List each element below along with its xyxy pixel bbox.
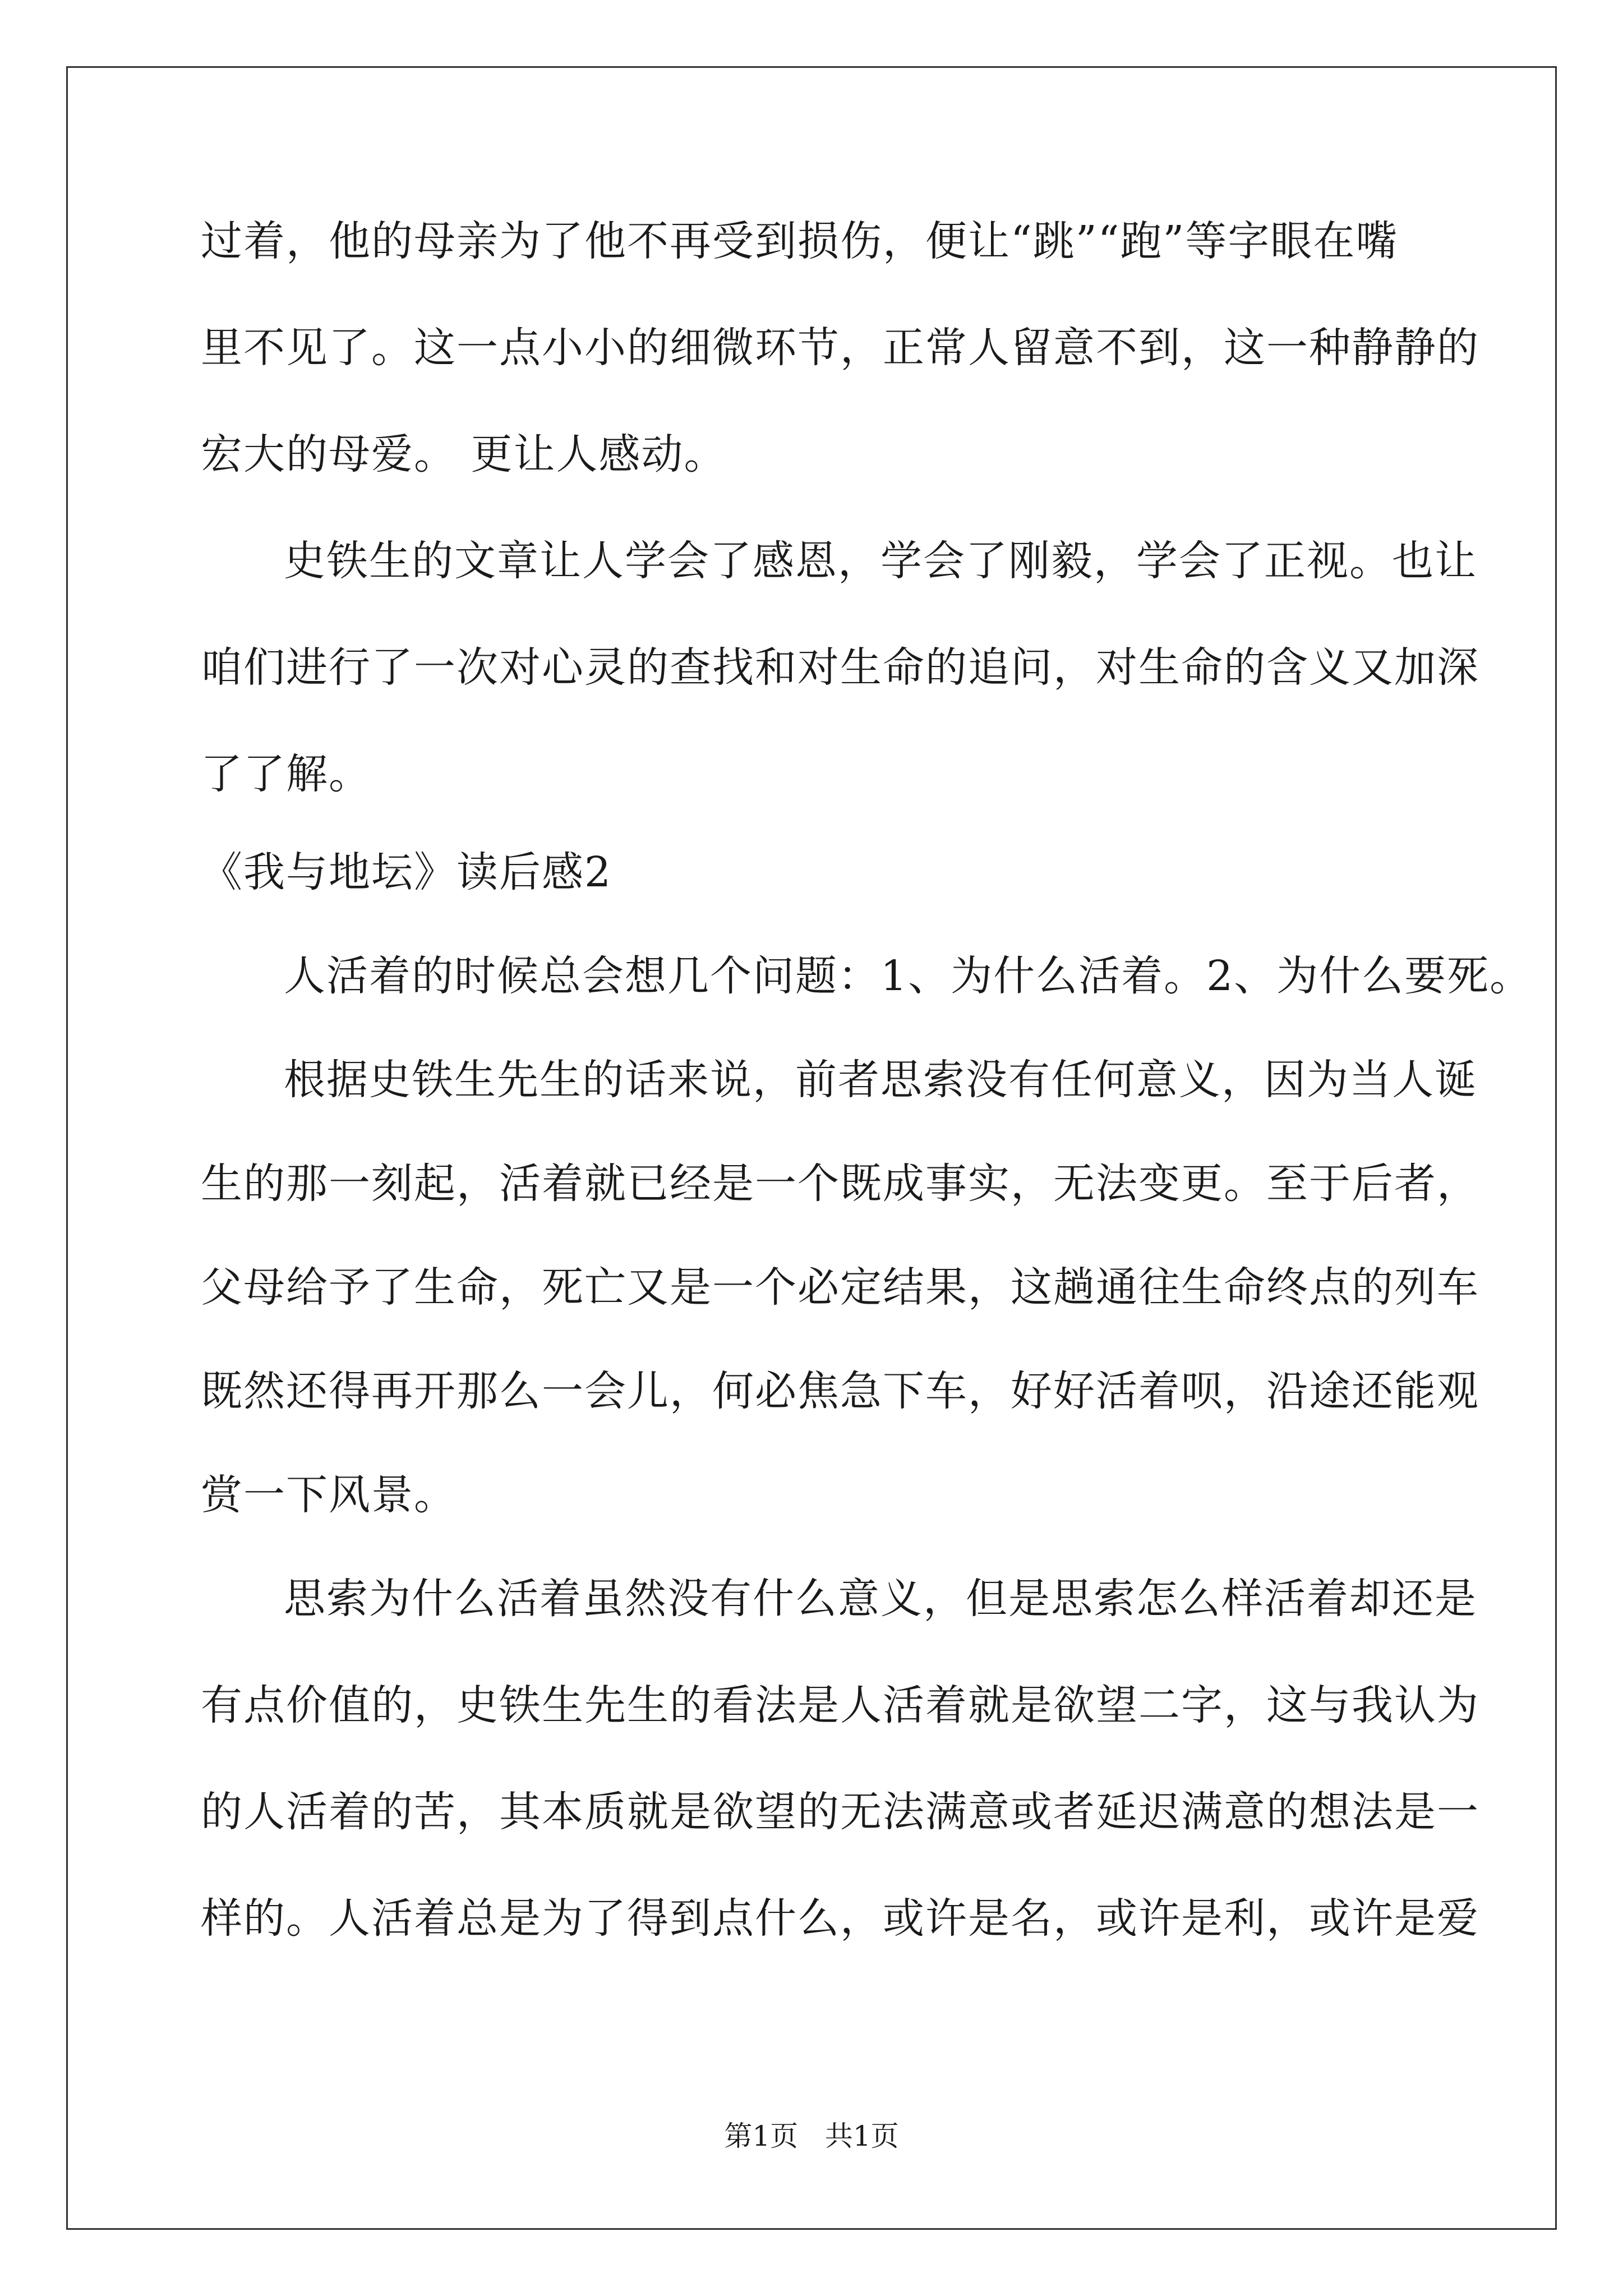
text-line: 了了解。 [201, 750, 371, 798]
text-line: 人活着的时候总会想几个问题：1、为什么活着。2、为什么要死。 [284, 952, 1533, 1000]
page-total: 共1页 [824, 2120, 899, 2152]
page-number: 第1页 [724, 2120, 799, 2152]
text-line: 过着，他的母亲为了他不再受到损伤，便让“跳”“跑”等字眼在嘴 [201, 217, 1399, 265]
text-line: 有点价值的，史铁生先生的看法是人活着就是欲望二字，这与我认为 [201, 1681, 1479, 1729]
page-footer [0, 2119, 1623, 2153]
text-line: 生的那一刻起，活着就已经是一个既成事实，无法变更。至于后者， [201, 1159, 1479, 1208]
text-line: 父母给予了生命，死亡又是一个必定结果，这趟通往生命终点的列车 [201, 1263, 1479, 1312]
text-line: 宏大的母爱。 更让人感动。 [201, 430, 727, 478]
text-line: 根据史铁生先生的话来说，前者思索没有任何意义，因为当人诞 [284, 1056, 1477, 1104]
text-line: 思索为什么活着虽然没有什么意义，但是思索怎么样活着却还是 [284, 1575, 1477, 1623]
section-heading: 《我与地坛》读后感2 [201, 848, 612, 896]
text-line: 既然还得再开那么一会儿，何必焦急下车，好好活着呗，沿途还能观 [201, 1367, 1479, 1415]
text-line: 里不见了。这一点小小的细微环节，正常人留意不到，这一种静静的 [201, 324, 1479, 372]
text-line: 的人活着的苦，其本质就是欲望的无法满意或者延迟满意的想法是一 [201, 1788, 1479, 1836]
text-line: 样的。人活着总是为了得到点什么，或许是名，或许是利，或许是爱 [201, 1894, 1479, 1943]
text-line: 咱们进行了一次对心灵的查找和对生命的追问，对生命的含义又加深 [201, 643, 1479, 692]
text-line: 赏一下风景。 [201, 1471, 457, 1519]
text-line: 史铁生的文章让人学会了感恩，学会了刚毅，学会了正视。也让 [284, 537, 1477, 585]
